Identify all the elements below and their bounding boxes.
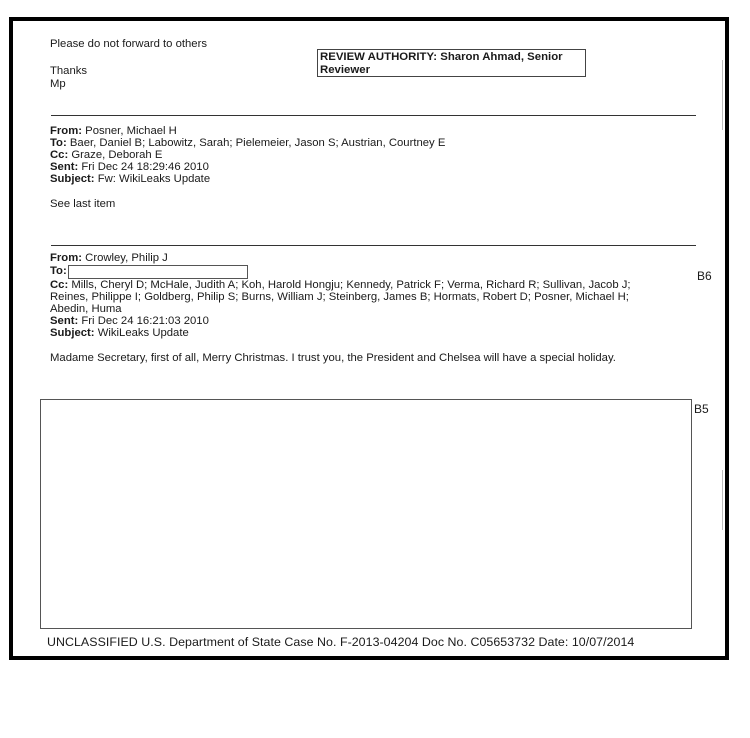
email1-to: To: Baer, Daniel B; Labowitz, Sarah; Pielemeier, Jason S; Austrian, Courtney E: [50, 137, 446, 149]
scan-edge-mark: [722, 60, 723, 130]
email2-sent: Sent: Fri Dec 24 16:21:03 2010: [50, 315, 209, 327]
note-line-forward: Please do not forward to others: [50, 38, 207, 50]
separator-rule: [51, 115, 696, 116]
email1-body: See last item: [50, 198, 116, 210]
email1-sent: Sent: Fri Dec 24 18:29:46 2010: [50, 161, 209, 173]
separator-rule: [51, 245, 696, 246]
email2-cc-cont: Abedin, Huma: [50, 303, 122, 315]
email2-to: To:: [50, 265, 67, 277]
review-authority-box: [317, 49, 586, 77]
email2-from: From: Crowley, Philip J: [50, 252, 168, 264]
document-page: [9, 17, 729, 660]
email1-from: From: Posner, Michael H: [50, 125, 177, 137]
review-authority-line1: REVIEW AUTHORITY: Sharon Ahmad, Senior: [320, 51, 563, 63]
declassification-footer: UNCLASSIFIED U.S. Department of State Case No. F-2013-04204 Doc No. C05653732 Date: 10/07/2014: [47, 635, 635, 649]
email2-cc-cont: Reines, Philippe I; Goldberg, Philip S; Burns, William J; Steinberg, James B; Hormats, Robert D; Posner, Michael H;: [50, 291, 629, 303]
scan-edge-mark: [722, 470, 723, 530]
email2-cc: Cc: Mills, Cheryl D; McHale, Judith A; Koh, Harold Hongju; Kennedy, Patrick F; Verma, Richard R; Sullivan, Jacob J;: [50, 279, 631, 291]
email1-subject: Subject: Fw: WikiLeaks Update: [50, 173, 211, 185]
exemption-b5-label: B5: [694, 402, 709, 416]
redacted-to-box: [68, 265, 248, 279]
exemption-b6-label: B6: [697, 269, 712, 283]
email2-subject: Subject: WikiLeaks Update: [50, 327, 189, 339]
note-line-thanks: Thanks: [50, 65, 88, 77]
email1-cc: Cc: Graze, Deborah E: [50, 149, 163, 161]
note-line-initials: Mp: [50, 78, 66, 90]
review-authority-line2: Reviewer: [320, 63, 371, 76]
redacted-content-box: [40, 399, 692, 629]
email2-body: Madame Secretary, first of all, Merry Christmas. I trust you, the President and Chelsea will have a special holiday.: [50, 352, 616, 364]
